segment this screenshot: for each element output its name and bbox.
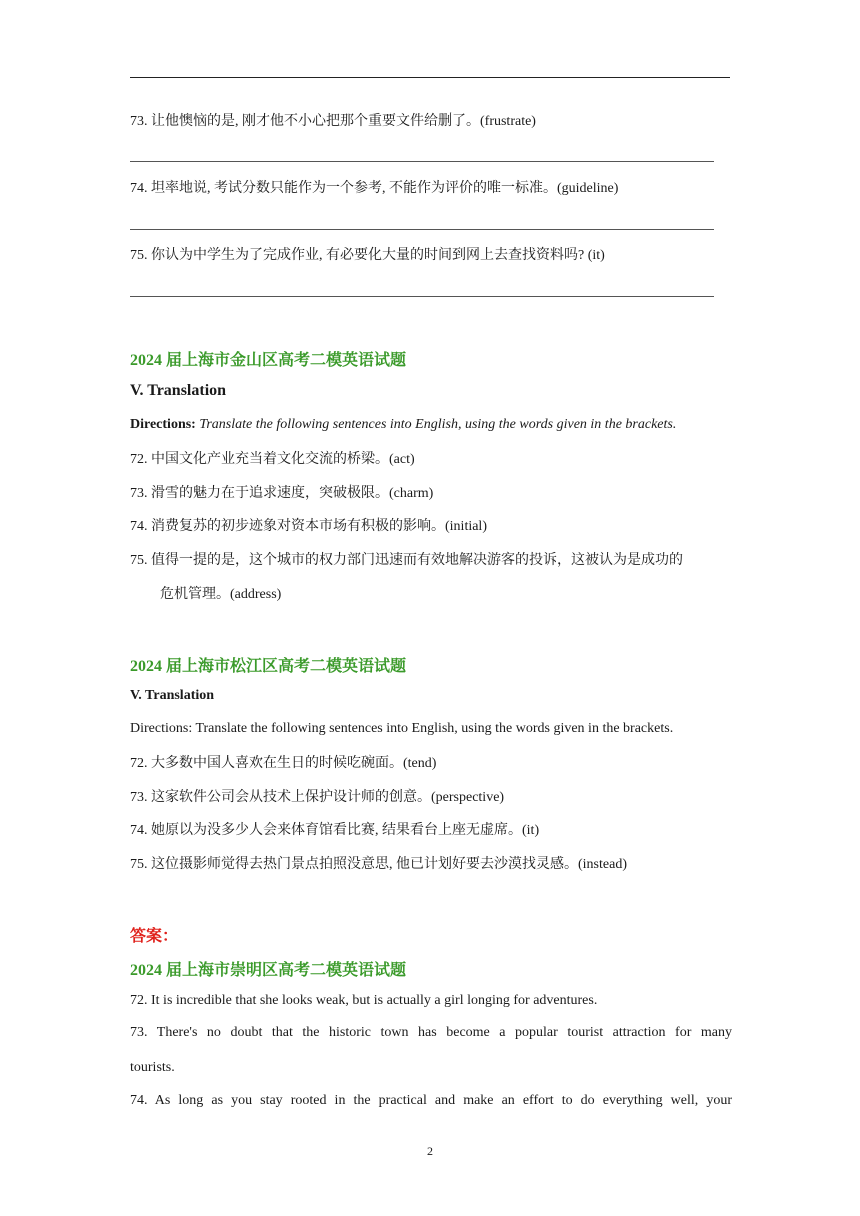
answer-74-line1: 74. As long as you stay rooted in the practical and make an effort to do everything well, your <box>130 1093 732 1108</box>
answer-blank-73 <box>130 161 714 162</box>
question-75-it: 75. 你认为中学生为了完成作业, 有必要化大量的时间到网上去查找资料吗? (it) <box>130 248 605 263</box>
songjiang-q72: 72. 大多数中国人喜欢在生日的时候吃碗面。(tend) <box>130 756 437 771</box>
jinshan-q73: 73. 滑雪的魅力在于追求速度，突破极限。(charm) <box>130 486 434 501</box>
answer-72: 72. It is incredible that she looks weak, but is actually a girl longing for adventures. <box>130 993 598 1008</box>
directions-label: Directions: <box>130 417 196 432</box>
jinshan-directions <box>130 417 676 433</box>
page-number: 2 <box>427 1144 433 1158</box>
header-rule <box>130 77 730 78</box>
songjiang-q73: 73. 这家软件公司会从技术上保护设计师的创意。(perspective) <box>130 790 505 805</box>
answer-73-line2: tourists. <box>130 1060 175 1075</box>
chongming-heading: 2024 届上海市崇明区高考二模英语试题 <box>130 962 407 979</box>
songjiang-q74: 74. 她原以为没多少人会来体育馆看比赛, 结果看台上座无虚席。(it) <box>130 823 540 838</box>
answer-blank-74 <box>130 229 714 230</box>
jinshan-section-title: V. Translation <box>130 382 227 399</box>
songjiang-heading: 2024 届上海市松江区高考二模英语试题 <box>130 658 407 675</box>
jinshan-heading: 2024 届上海市金山区高考二模英语试题 <box>130 352 407 369</box>
question-73-frustrate: 73. 让他懊恼的是, 刚才他不小心把那个重要文件给删了。(frustrate) <box>130 114 536 129</box>
jinshan-q74: 74. 消费复苏的初步迹象对资本市场有积极的影响。(initial) <box>130 519 487 534</box>
jinshan-q75-line2: 危机管理。(address) <box>160 587 282 602</box>
jinshan-q75-line1: 75. 值得一提的是，这个城市的权力部门迅速而有效地解决游客的投诉，这被认为是成功的 <box>130 553 683 568</box>
songjiang-section-title: V. Translation <box>130 688 215 703</box>
answer-73-line1: 73. There's no doubt that the historic town has become a popular tourist attraction for many <box>130 1025 732 1040</box>
songjiang-directions: Directions: Translate the following sentences into English, using the words given in the brackets. <box>130 721 674 736</box>
answer-blank-75 <box>130 296 714 297</box>
answers-label: 答案： <box>130 928 179 945</box>
directions-text: Translate the following sentences into English, using the words given in the brackets. <box>195 417 677 432</box>
jinshan-q72: 72. 中国文化产业充当着文化交流的桥梁。(act) <box>130 452 415 467</box>
songjiang-q75: 75. 这位摄影师觉得去热门景点拍照没意思, 他已计划好要去沙漠找灵感。(instead) <box>130 857 627 872</box>
question-74-guideline: 74. 坦率地说, 考试分数只能作为一个参考, 不能作为评价的唯一标准。(guideline) <box>130 181 619 196</box>
